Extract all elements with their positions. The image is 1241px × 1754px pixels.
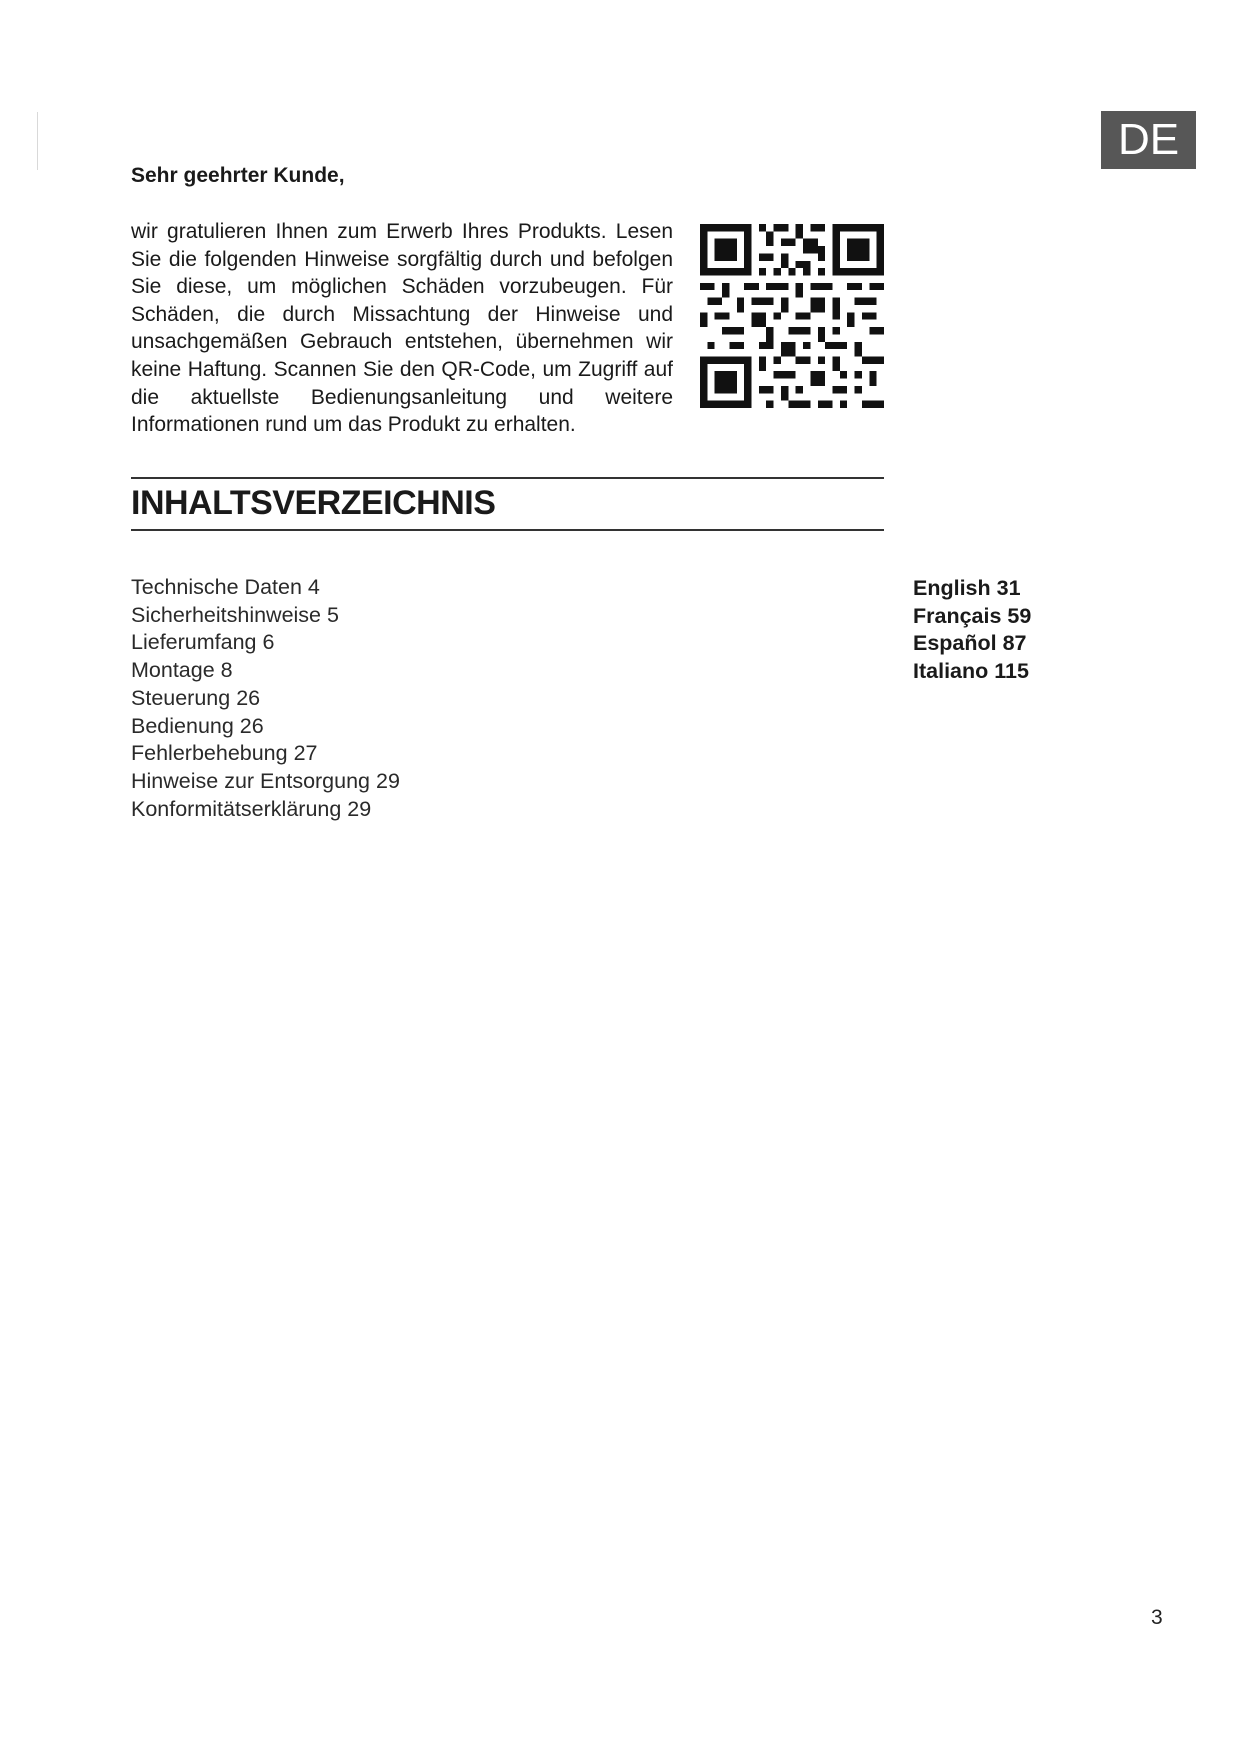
toc-list (131, 574, 400, 823)
language-entry[interactable]: Français 59 (913, 603, 1032, 628)
toc-entry[interactable]: Konformitätserklärung 29 (131, 796, 372, 821)
qr-code-icon[interactable] (700, 224, 884, 408)
margin-line (37, 112, 38, 170)
toc-entry[interactable]: Fehlerbehebung 27 (131, 741, 318, 766)
greeting: Sehr geehrter Kunde, (131, 164, 345, 187)
toc-entry[interactable]: Sicherheitshinweise 5 (131, 602, 339, 627)
language-entry[interactable]: English 31 (913, 576, 1021, 600)
toc-entry[interactable]: Steuerung 26 (131, 685, 261, 710)
language-entry[interactable]: Italiano 115 (913, 659, 1029, 684)
toc-entry[interactable]: Bedienung 26 (131, 713, 264, 738)
language-entry[interactable]: Español 87 (913, 631, 1027, 656)
toc-entry[interactable]: Montage 8 (131, 658, 233, 683)
intro-paragraph: wir gratulieren Ihnen zum Erwerb Ihres Produkts. Lesen Sie die folgenden Hinweise sorgfältig durch und befolgen Sie diese, um möglichen Schäden vorzubeugen. Für Schäden, die durch Missachtung der Hinweise und unsachgemäßen Gebrauch entstehen, übernehmen wir keine Haftung. Scannen Sie den QR-Code, um Zugriff auf die aktuellste Bedienungsanleitung und weitere Informationen rund um das Produkt zu erhalten. (131, 220, 673, 437)
language-tab: DE (1101, 111, 1196, 169)
toc-entry[interactable]: Lieferumfang 6 (131, 630, 275, 655)
toc-entry[interactable]: Technische Daten 4 (131, 575, 320, 599)
page-number: 3 (1151, 1606, 1163, 1629)
toc-rule-top (131, 477, 884, 479)
toc-entry[interactable]: Hinweise zur Entsorgung 29 (131, 768, 400, 793)
language-list (913, 575, 1031, 686)
toc-rule-bottom (131, 529, 884, 531)
toc-heading: INHALTSVERZEICHNIS (131, 484, 496, 522)
